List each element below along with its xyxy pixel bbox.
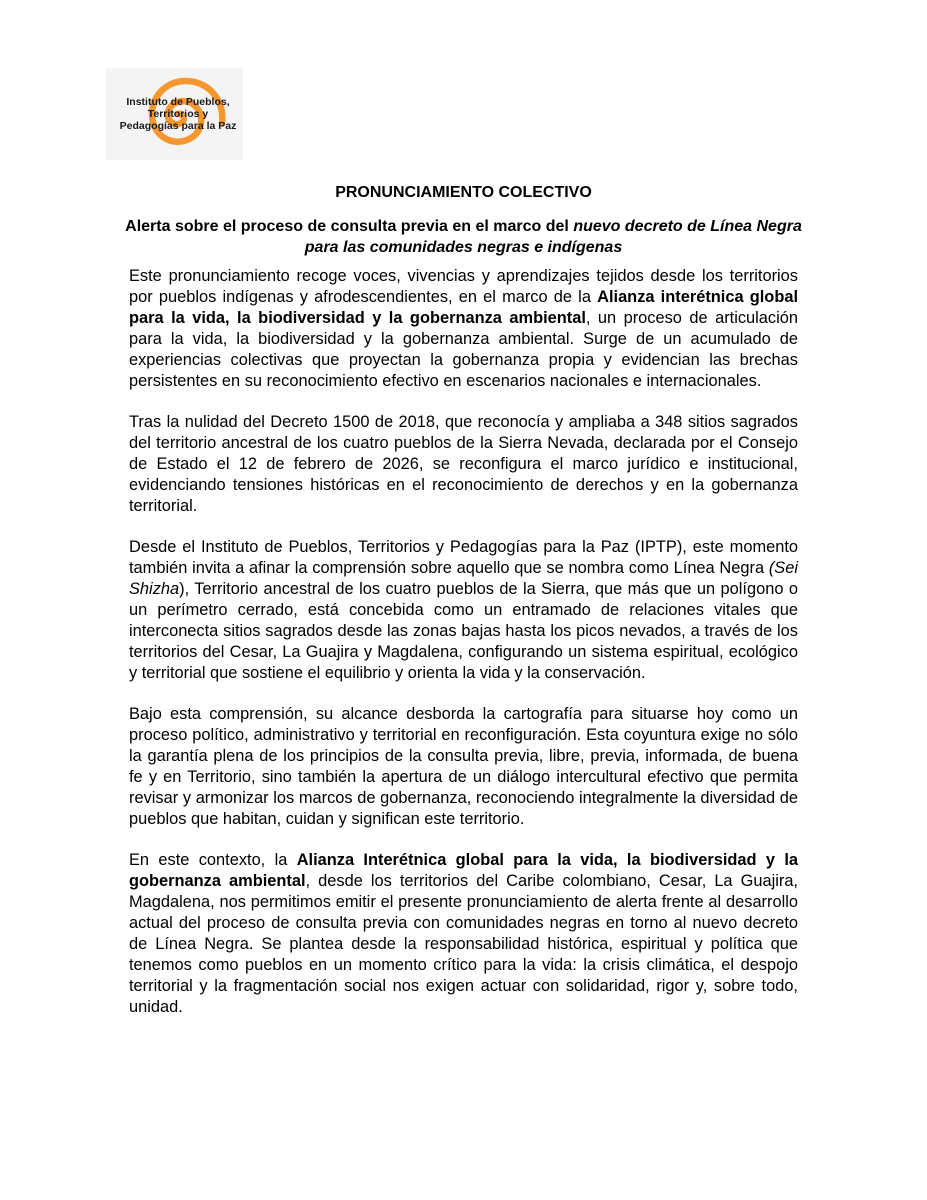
- document-title: PRONUNCIAMIENTO COLECTIVO: [335, 184, 592, 201]
- paragraph-3-text-c: ), Territorio ancestral de los cuatro pueblos de la Sierra, que más que un polígono o un perímetro cerrado, está concebida como un entramado de relaciones vitales que interconecta sitios sagrados desde las zonas bajas hasta los picos nevados, a través de los territorios del Cesar, La Guajira y Magdalena, configurando un sistema espiritual, ecológico y territorial que sostiene el equilibrio y orienta la vida y la conservación.: [129, 580, 798, 682]
- paragraph-1-text-c: , un proceso de articulación para la vida, la biodiversidad y la gobernanza ambiental. Surge de un acumulado de experiencias colectivas que proyectan la gobernanza propia y evidencian las brechas persistentes en su reconocimiento efectivo en escenarios nacionales e internacionales.: [129, 309, 798, 390]
- paragraph-1-text-a: Este pronunciamiento recoge voces, vivencias y aprendizajes tejidos desde los territorios por pueblos indígenas y afrodescendientes, en el marco de la: [129, 267, 798, 306]
- paragraph-5-bold: Alianza Interétnica global para la vida, la biodiversidad y la gobernanza ambiental: [129, 851, 798, 890]
- paragraph-2: Tras la nulidad del Decreto 1500 de 2018, que reconocía y ampliaba a 348 sitios sagrados del territorio ancestral de los cuatro pueblos de la Sierra Nevada, declarada por el Consejo de Estado el 12 de febrero de 2026, se reconfigura el marco jurídico e institucional, evidenciando tensiones históricas en el reconocimiento de derechos y en la gobernanza territorial.: [129, 413, 798, 515]
- logo-text: [114, 96, 242, 132]
- paragraph-4: Bajo esta comprensión, su alcance desborda la cartografía para situarse hoy como un proceso político, administrativo y territorial en reconfiguración. Esta coyuntura exige no sólo la garantía plena de los principios de la consulta previa, libre, previa, informada, de buena fe y en Territorio, sino también la apertura de un diálogo intercultural efectivo que permita revisar y armonizar los marcos de gobernanza, reconociendo integralmente la diversidad de pueblos que habitan, cuidan y significan este territorio.: [129, 705, 798, 828]
- paragraph-5-text-a: En este contexto, la: [129, 851, 297, 869]
- paragraph-3: [129, 537, 798, 684]
- paragraph-1: [129, 266, 798, 392]
- document-body: [129, 266, 798, 1038]
- subtitle-part-2: nuevo decreto de Línea Negra para las comunidades negras e indígenas: [304, 218, 802, 256]
- logo-line-2: Territorios y: [147, 108, 209, 120]
- institute-logo: [106, 68, 243, 160]
- paragraph-3-text-a: Desde el Instituto de Pueblos, Territorios y Pedagogías para la Paz (IPTP), este momento también invita a afinar la comprensión sobre aquello que se nombra como Línea Negra: [129, 538, 798, 577]
- paragraph-1-bold: Alianza interétnica global para la vida, la biodiversidad y la gobernanza ambiental: [129, 288, 798, 327]
- paragraph-3-italic: (Sei Shizha: [129, 559, 798, 598]
- paragraph-5-text-c: , desde los territorios del Caribe colombiano, Cesar, La Guajira, Magdalena, nos permitimos emitir el presente pronunciamiento de alerta frente al desarrollo actual del proceso de consulta previa con comunidades negras en torno al nuevo decreto de Línea Negra. Se plantea desde la responsabilidad histórica, espiritual y política que tenemos como pueblos en un momento crítico para la vida: la crisis climática, el despojo territorial y la fragmentación social nos exigen actuar con solidaridad, rigor y, sobre todo, unidad.: [129, 872, 798, 1016]
- subtitle-part-1: Alerta sobre el proceso de consulta previa en el marco del: [125, 218, 574, 235]
- document-subtitle: [120, 216, 807, 258]
- logo-line-3: Pedagogías para la Paz: [119, 120, 237, 132]
- paragraph-5: [129, 850, 798, 1018]
- logo-line-1: Instituto de Pueblos,: [126, 96, 230, 108]
